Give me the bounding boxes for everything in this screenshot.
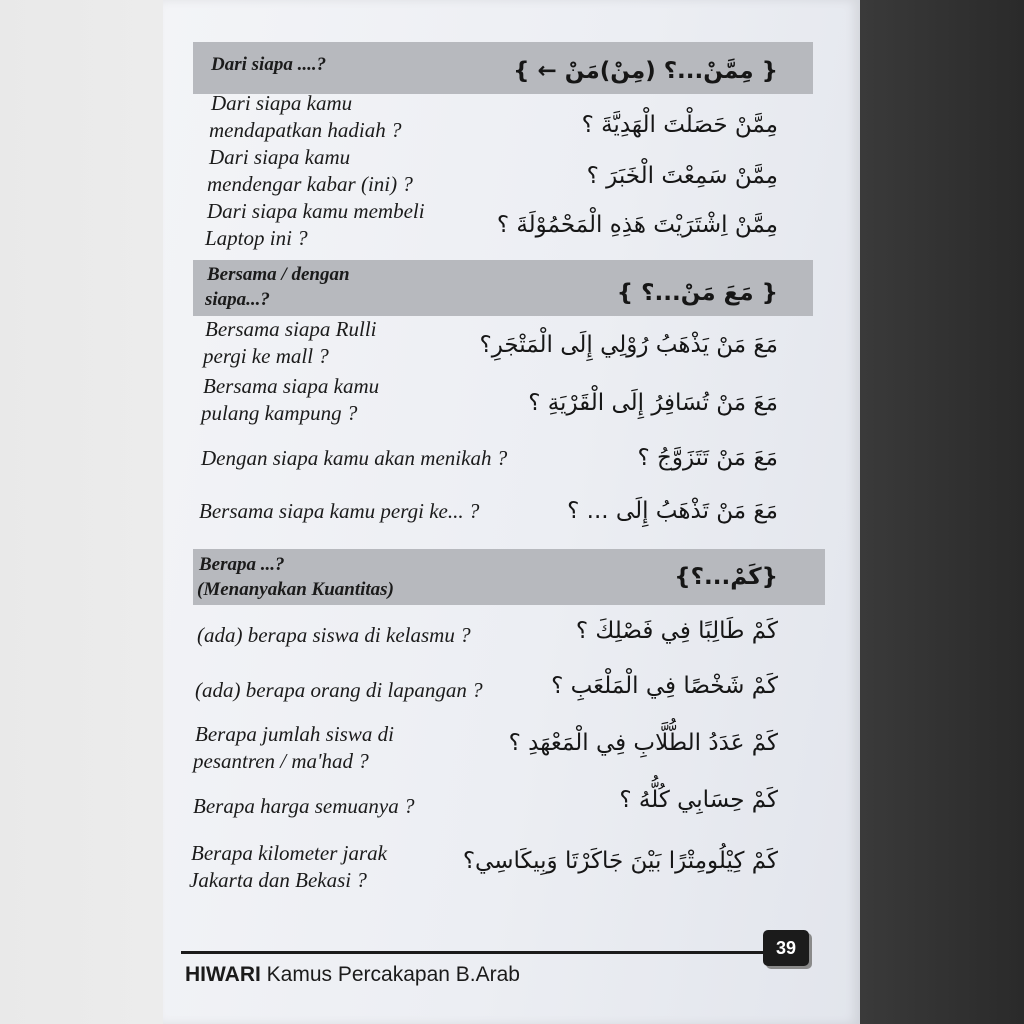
- page-number: 39: [763, 930, 809, 966]
- phrase-indonesian: (ada) berapa orang di lapangan ?: [195, 678, 483, 702]
- section-heading: Berapa ...?: [199, 554, 285, 575]
- phrase-indonesian: Jakarta dan Bekasi ?: [189, 868, 367, 892]
- phrase-arabic: مِمَّنْ حَصَلْتَ الْهَدِيَّةَ ؟: [581, 112, 778, 138]
- phrase-indonesian: pergi ke mall ?: [203, 344, 329, 368]
- footer-rule: [181, 951, 811, 954]
- section-heading-arabic: {كَمْ...؟}: [674, 564, 778, 590]
- section-heading: Bersama / dengan: [207, 264, 350, 285]
- phrase-indonesian: Dari siapa kamu membeli: [207, 199, 425, 223]
- phrase-arabic: كَمْ طَالِبًا فِي فَصْلِكَ ؟: [575, 618, 778, 644]
- phrase-arabic: مَعَ مَنْ تَذْهَبُ إِلَى ... ؟: [567, 498, 778, 524]
- section-heading-arabic: { مَعَ مَنْ...؟ }: [616, 280, 778, 306]
- phrase-indonesian: pulang kampung ?: [201, 401, 358, 425]
- footer-title-rest: Kamus Percakapan B.Arab: [260, 963, 520, 986]
- phrase-indonesian: Bersama siapa kamu pergi ke... ?: [199, 499, 480, 523]
- phrase-indonesian: Berapa harga semuanya ?: [193, 794, 415, 818]
- phrase-indonesian: (ada) berapa siswa di kelasmu ?: [197, 623, 471, 647]
- footer-title-bold: HIWARI: [185, 963, 261, 986]
- phrase-arabic: مَعَ مَنْ يَذْهَبُ رُوْلِي إِلَى الْمَتْجَرِ؟: [479, 332, 778, 358]
- section-heading: Dari siapa ....?: [211, 54, 327, 75]
- phrase-indonesian: Berapa kilometer jarak: [191, 841, 387, 865]
- section-heading-arabic: { مِمَّنْ...؟ (مِنْ)مَنْ ← }: [513, 58, 778, 84]
- phrase-arabic: كَمْ عَدَدُ الطُّلَّابِ فِي الْمَعْهَدِ ؟: [508, 730, 778, 756]
- phrase-indonesian: Bersama siapa Rulli: [205, 317, 377, 341]
- phrase-arabic: مِمَّنْ سَمِعْتَ الْخَبَرَ ؟: [586, 163, 778, 189]
- phrase-arabic: كَمْ حِسَابِي كُلُّهُ ؟: [619, 787, 778, 813]
- phrase-arabic: مَعَ مَنْ تَتَزَوَّجُ ؟: [637, 445, 778, 471]
- phrase-arabic: مِمَّنْ اِشْتَرَيْتَ هَذِهِ الْمَحْمُوْلَةَ ؟: [496, 212, 778, 238]
- phrase-arabic: كَمْ كِيْلُومِتْرًا بَيْنَ جَاكَرْتَا وَبِيكَاسِي؟: [462, 848, 778, 874]
- phrase-indonesian: Bersama siapa kamu: [203, 374, 380, 398]
- phrase-indonesian: mendapatkan hadiah ?: [209, 118, 402, 142]
- phrase-arabic: كَمْ شَخْصًا فِي الْمَلْعَبِ ؟: [551, 673, 778, 699]
- phrase-indonesian: Berapa jumlah siswa di: [195, 722, 394, 746]
- phrase-indonesian: Laptop ini ?: [205, 226, 308, 250]
- book-page: [163, 0, 860, 1024]
- section-heading: siapa...?: [205, 289, 270, 310]
- running-footer-title: [185, 963, 520, 987]
- phrase-indonesian: Dengan siapa kamu akan menikah ?: [201, 446, 508, 470]
- phrase-indonesian: pesantren / ma'had ?: [193, 749, 369, 773]
- phrase-indonesian: mendengar kabar (ini) ?: [207, 172, 413, 196]
- section-heading: (Menanyakan Kuantitas): [197, 579, 394, 600]
- phrase-arabic: مَعَ مَنْ تُسَافِرُ إِلَى الْقَرْيَةِ ؟: [528, 390, 778, 416]
- phrase-indonesian: Dari siapa kamu: [209, 145, 351, 169]
- phrase-indonesian: Dari siapa kamu: [211, 91, 353, 115]
